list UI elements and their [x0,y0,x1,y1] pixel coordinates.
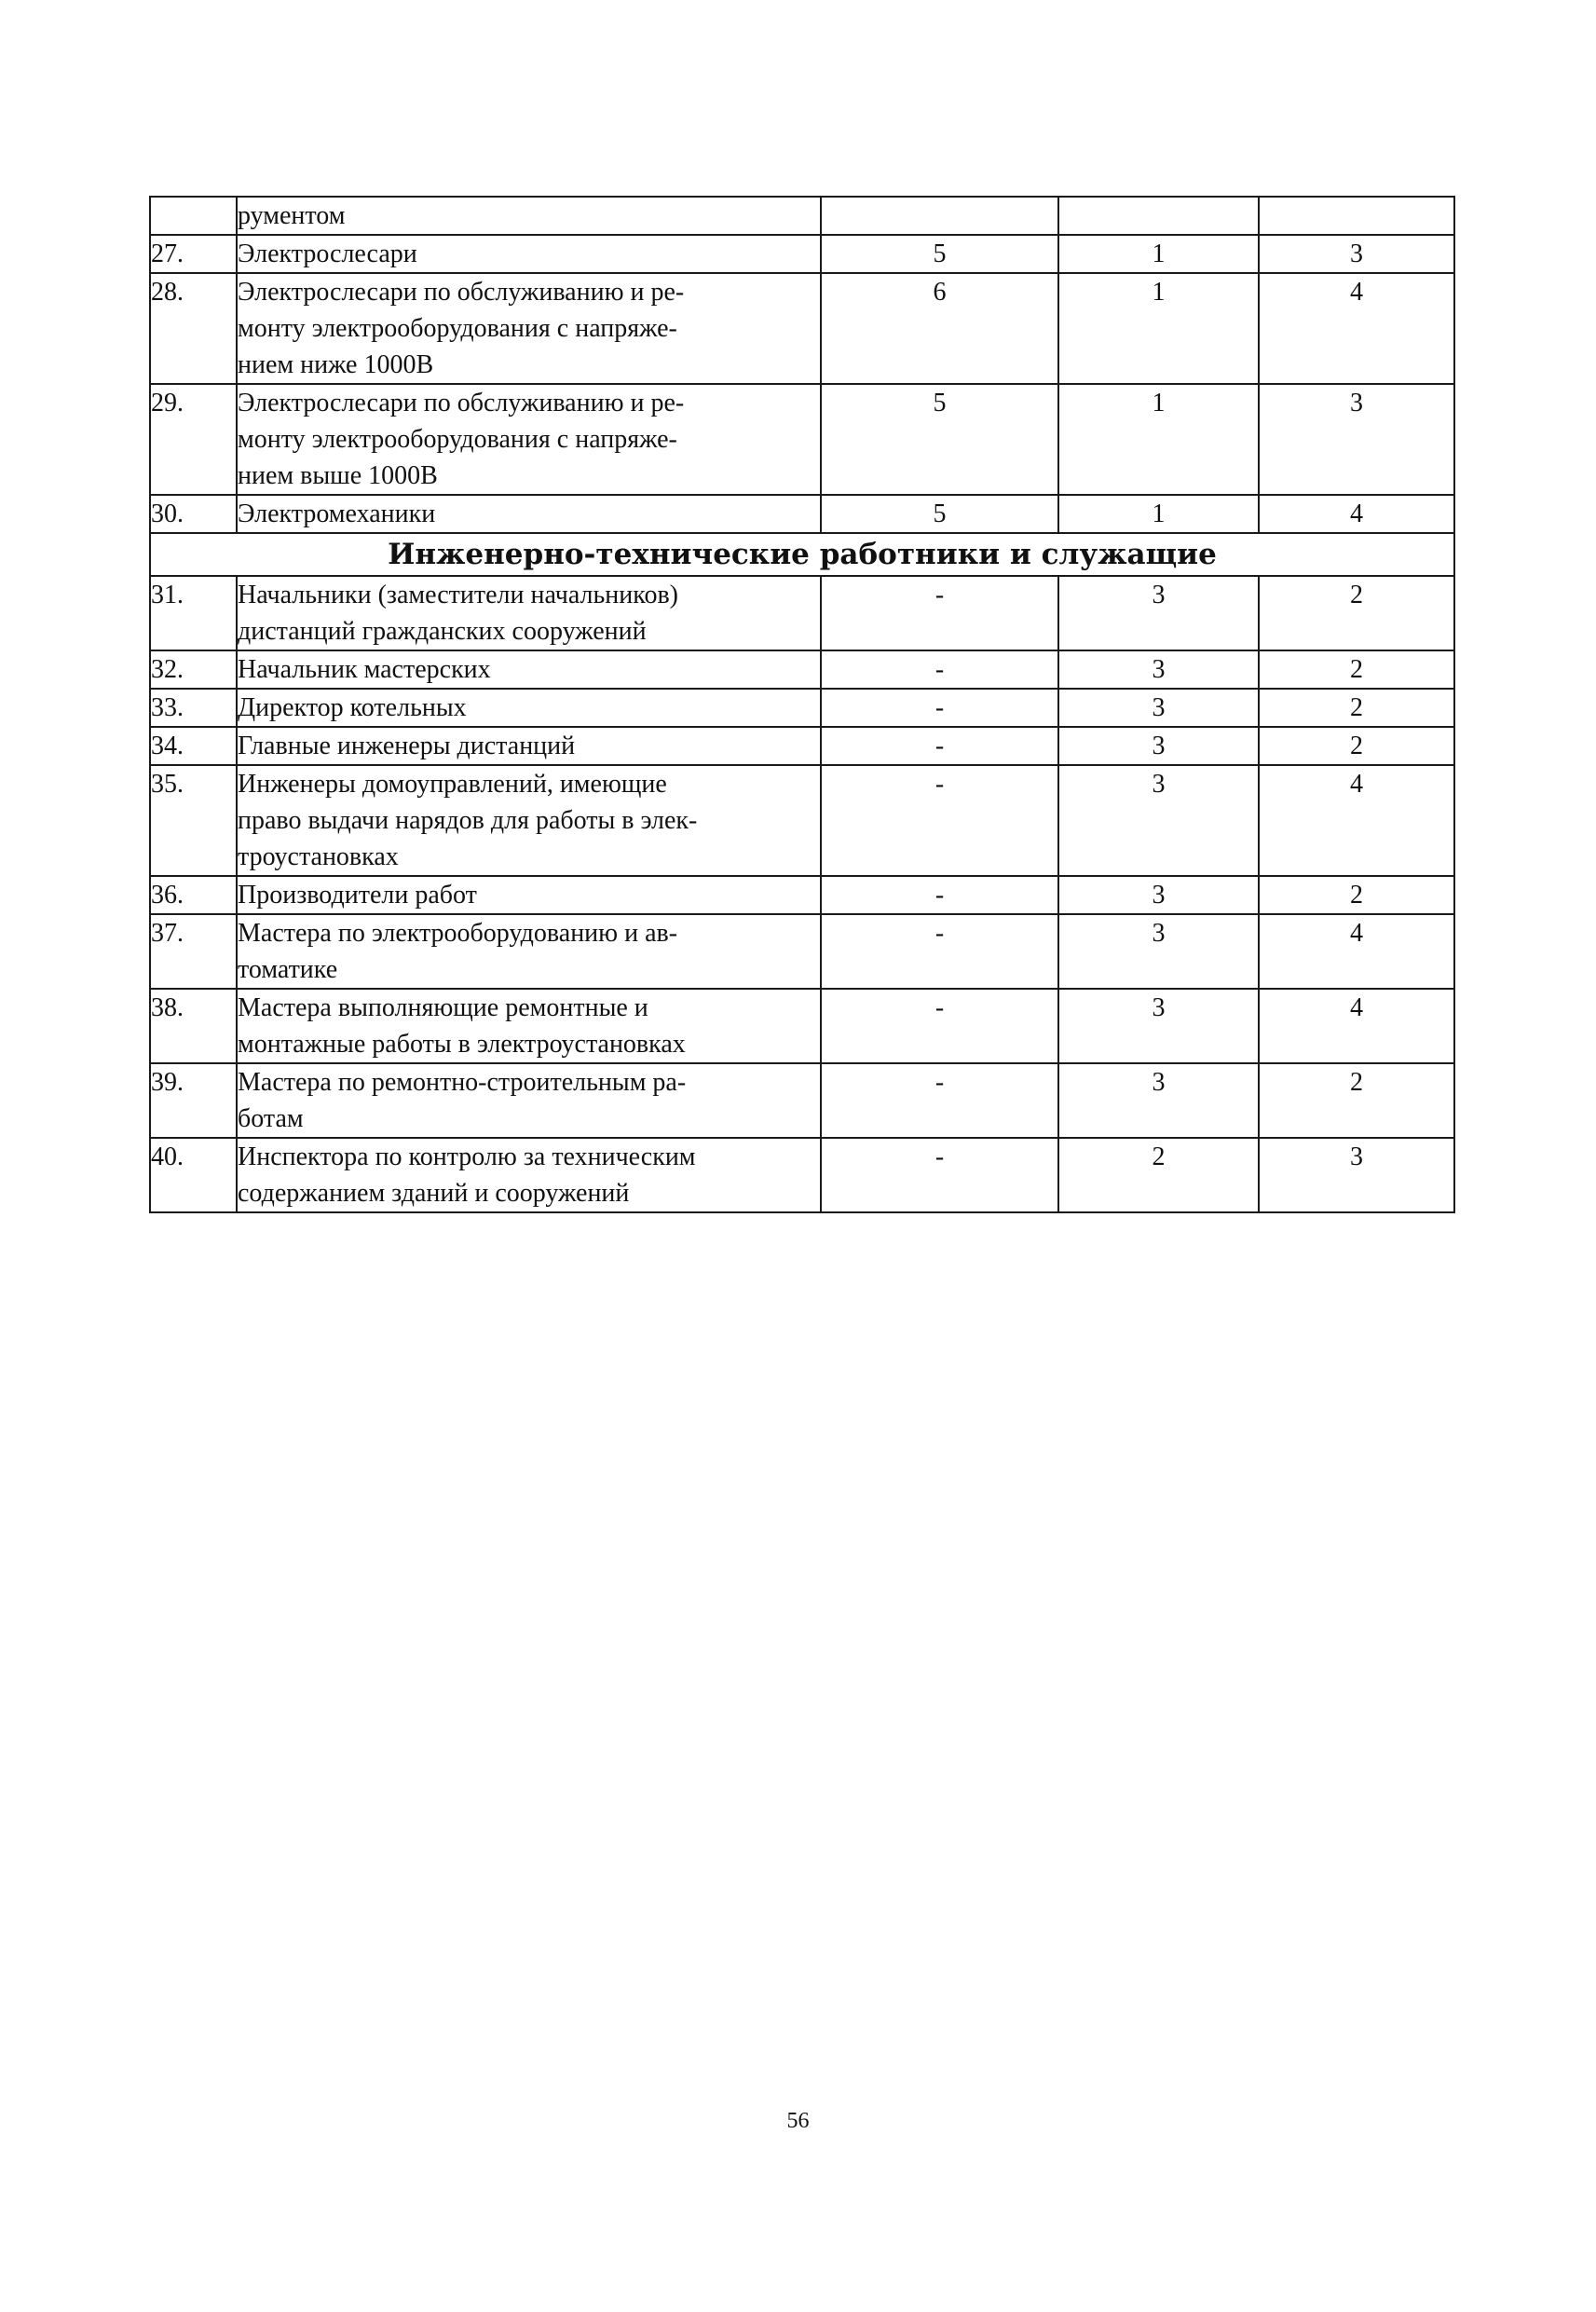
value-col-3: 4 [1259,495,1454,533]
value-col-2: 1 [1058,235,1259,273]
value-col-1: 5 [821,384,1058,495]
value-col-1: - [821,1138,1058,1212]
page-number: 56 [786,2109,810,2133]
table-row [150,197,1454,235]
value-col-1: - [821,650,1058,689]
section-title: Инженерно-технические работники и служащие [150,533,1454,576]
row-number: 27. [150,235,237,273]
table-row [150,235,1454,273]
value-col-2: 3 [1058,765,1259,876]
value-col-2: 3 [1058,576,1259,650]
value-col-1: 5 [821,235,1058,273]
row-number: 36. [150,876,237,914]
table-row [150,727,1454,765]
position-name-text: рументом [238,201,346,230]
table-row [150,650,1454,689]
position-name-text: Мастера по ремонтно-строительным ра- ботам [238,1068,687,1133]
value-col-1 [821,197,1058,235]
value-col-3: 3 [1259,1138,1454,1212]
value-col-3: 4 [1259,765,1454,876]
value-col-2: 3 [1058,650,1259,689]
value-col-3: 2 [1259,689,1454,727]
value-col-1: 5 [821,495,1058,533]
value-col-1: - [821,765,1058,876]
row-number: 33. [150,689,237,727]
value-col-2: 3 [1058,727,1259,765]
value-col-2: 1 [1058,273,1259,384]
table-row [150,576,1454,650]
row-number: 30. [150,495,237,533]
position-name-text: Главные инженеры дистанций [238,732,576,760]
value-col-3: 4 [1259,914,1454,989]
position-name-text: Начальники (заместители начальников) дистанций гражданских сооружений [238,581,678,646]
position-name [237,765,821,876]
section-header-row [150,533,1454,576]
row-number: 34. [150,727,237,765]
value-col-3: 3 [1259,384,1454,495]
table-body [150,197,1454,1212]
position-name-text: Инженеры домоуправлений, имеющие право выдачи нарядов для работы в элек- троустановках [238,770,698,871]
position-name [237,576,821,650]
row-number: 32. [150,650,237,689]
position-name-text: Электрослесари по обслуживанию и ре- монту электрооборудования с напряже- нием ниже 1000В [238,278,685,379]
position-name [237,495,821,533]
position-name [237,235,821,273]
value-col-2: 3 [1058,989,1259,1063]
position-name-text: Начальник мастерских [238,655,491,684]
position-name [237,273,821,384]
value-col-1: - [821,876,1058,914]
position-name-text: Электрослесари [238,239,417,268]
value-col-3: 2 [1259,727,1454,765]
value-col-3: 2 [1259,650,1454,689]
value-col-3: 4 [1259,989,1454,1063]
value-col-3: 4 [1259,273,1454,384]
table-row [150,384,1454,495]
value-col-2: 3 [1058,914,1259,989]
table-row [150,1063,1454,1138]
table-row [150,876,1454,914]
value-col-1: - [821,576,1058,650]
row-number: 29. [150,384,237,495]
value-col-2: 1 [1058,495,1259,533]
row-number: 37. [150,914,237,989]
value-col-1: - [821,989,1058,1063]
position-name [237,1063,821,1138]
value-col-2: 3 [1058,876,1259,914]
value-col-3: 2 [1259,1063,1454,1138]
value-col-2 [1058,197,1259,235]
position-name-text: Директор котельных [238,693,467,722]
value-col-2: 3 [1058,689,1259,727]
value-col-3 [1259,197,1454,235]
position-name [237,689,821,727]
value-col-3: 2 [1259,876,1454,914]
table-row [150,765,1454,876]
position-name [237,727,821,765]
value-col-2: 3 [1058,1063,1259,1138]
position-name-text: Мастера выполняющие ремонтные и монтажные работы в электроустановках [238,993,686,1059]
position-name-text: Электромеханики [238,499,436,528]
value-col-2: 1 [1058,384,1259,495]
row-number [150,197,237,235]
positions-table [149,196,1455,1213]
value-col-1: - [821,689,1058,727]
value-col-1: 6 [821,273,1058,384]
table-row [150,689,1454,727]
position-name-text: Электрослесари по обслуживанию и ре- монту электрооборудования с напряже- нием выше 1000В [238,389,685,490]
table-row [150,273,1454,384]
row-number: 40. [150,1138,237,1212]
value-col-1: - [821,727,1058,765]
position-name [237,384,821,495]
table-row [150,914,1454,989]
value-col-2: 2 [1058,1138,1259,1212]
row-number: 35. [150,765,237,876]
table-row [150,989,1454,1063]
value-col-1: - [821,1063,1058,1138]
position-name-text: Мастера по электрооборудованию и ав- томатике [238,919,678,984]
position-name [237,914,821,989]
row-number: 28. [150,273,237,384]
position-name [237,650,821,689]
table-row [150,1138,1454,1212]
position-name [237,989,821,1063]
table-row [150,495,1454,533]
value-col-1: - [821,914,1058,989]
row-number: 38. [150,989,237,1063]
position-name-text: Производители работ [238,881,477,910]
row-number: 31. [150,576,237,650]
value-col-3: 3 [1259,235,1454,273]
position-name [237,1138,821,1212]
row-number: 39. [150,1063,237,1138]
position-name [237,197,821,235]
position-name [237,876,821,914]
value-col-3: 2 [1259,576,1454,650]
position-name-text: Инспектора по контролю за техническим содержанием зданий и сооружений [238,1142,696,1208]
